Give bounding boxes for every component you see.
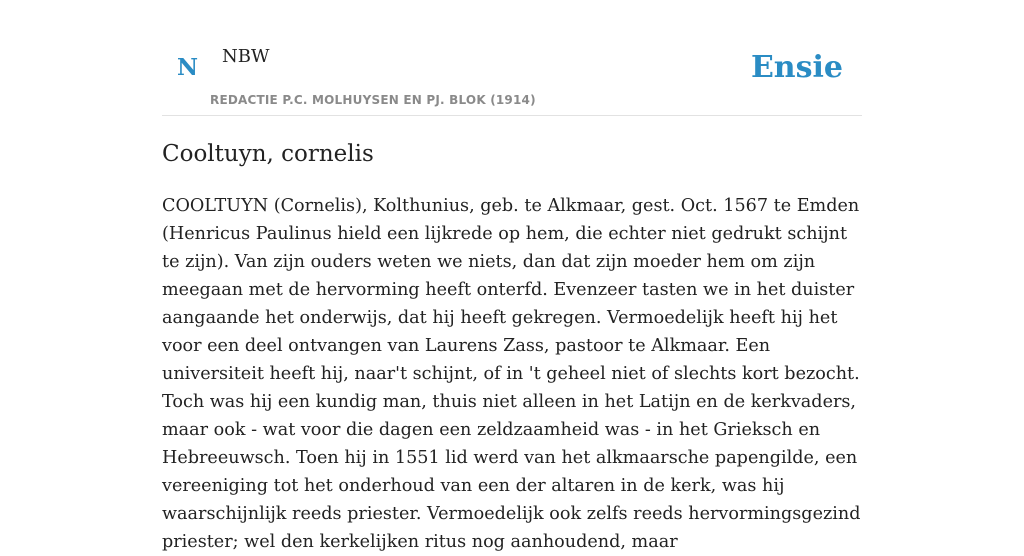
source-name-link[interactable]: NBW (222, 46, 270, 67)
editor-byline: REDACTIE P.C. MOLHUYSEN EN PJ. BLOK (1914) (210, 93, 536, 107)
article-title: Cooltuyn, cornelis (162, 141, 374, 167)
source-logo-icon[interactable]: N (177, 54, 199, 81)
article-body: COOLTUYN (Cornelis), Kolthunius, geb. te Alkmaar, gest. Oct. 1567 te Emden (Henricus Paulinus hield een lijkrede op hem, die echter niet gedrukt schijnt te zijn). Van zijn ouders weten we niets, dan dat zijn moeder hem om zijn meegaan met de hervorming heeft onterfd. Evenzeer tasten we in het duister aangaande het onderwijs, dat hij heeft gekregen. Vermoedelijk heeft hij het voor een deel ontvangen van Laurens Zass, pastoor te Alkmaar. Een universiteit heeft hij, naar't schijnt, of in 't geheel niet of slechts kort bezocht. Toch was hij een kundig man, thuis niet alleen in het Latijn en de kerkvaders, maar ook - wat voor die dagen een zeldzaamheid was - in het Grieksch en Hebreeuwsch. Toen hij in 1551 lid werd van het alkmaarsche papengilde, een vereeniging tot het onderhoud van een der altaren in de kerk, was hij waarschijnlijk reeds priester. Vermoedelijk ook zelfs reeds hervormingsgezind priester; wel den kerkelijken ritus nog aanhoudend, maar (162, 196, 861, 552)
site-header (162, 0, 862, 116)
brand-logo-link[interactable]: Ensie (750, 50, 843, 85)
